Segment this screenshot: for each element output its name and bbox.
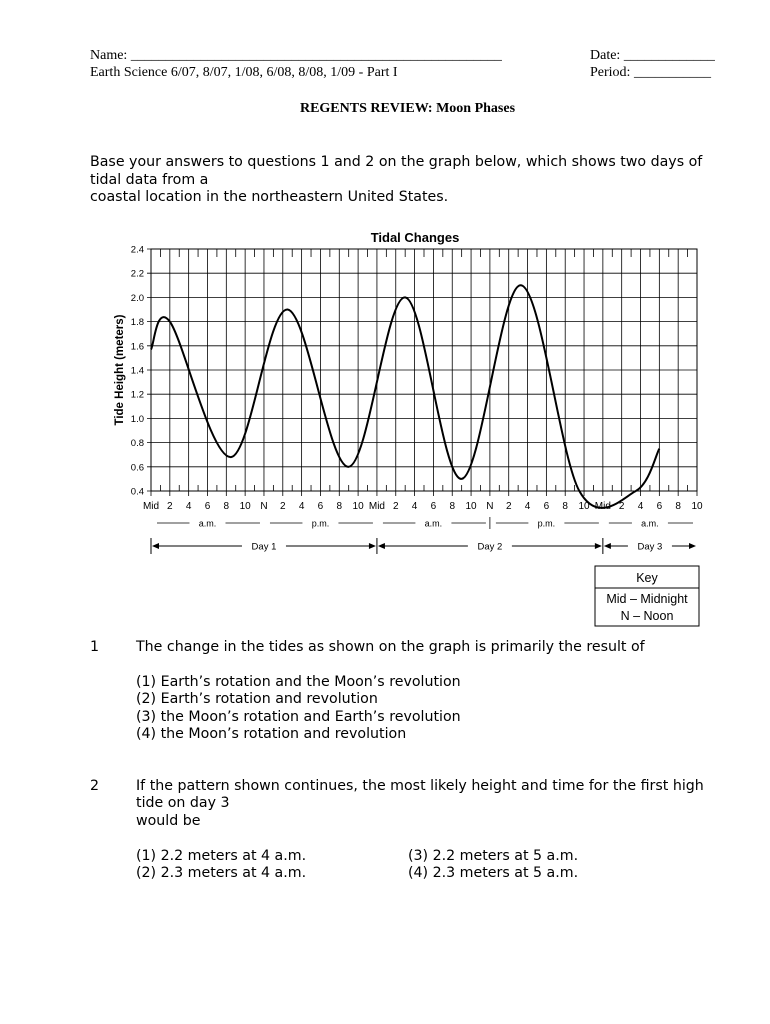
intro-line-1: Base your answers to questions 1 and 2 on the graph below, which shows two days of [90,154,703,170]
x-tick-label: 2 [280,501,286,512]
x-tick-label: N [486,501,494,512]
question-2-choice-3: (3) 2.2 meters at 5 a.m. [408,848,579,864]
x-tick-label: 2 [505,501,512,512]
y-tick-label: 1.2 [130,389,144,401]
period-label: a.m. [424,518,443,529]
x-tick-label: 4 [637,501,644,512]
period-label: a.m. [641,518,659,529]
x-tick-label: 6 [430,501,437,512]
x-tick-label: Mid [368,501,385,512]
question-1-choice-1: (1) Earth’s rotation and the Moon’s revolution [136,674,461,690]
key-item-noon: N – Noon [620,609,674,623]
y-axis-label: Tide Height (meters) [114,314,126,426]
day-arrowhead-left [152,543,159,549]
x-tick-label: 10 [691,501,703,512]
day-annotations [151,538,696,554]
x-tick-label: 8 [562,501,568,512]
x-tick-label: 8 [675,501,681,512]
period-annotations [157,517,693,529]
chart-grid [147,249,697,496]
x-tick-label: 8 [223,501,230,512]
y-tick-label: 0.6 [130,462,144,474]
y-tick-label: 0.8 [130,438,144,450]
intro-line-2: tidal data from a [90,172,209,188]
question-2-number: 2 [90,778,100,794]
day-arrowhead-left [604,543,611,549]
chart-key [595,566,699,626]
x-tick-label: 10 [578,501,590,512]
question-1-choice-3: (3) the Moon’s rotation and Earth’s revolution [136,709,461,725]
y-tick-label: 1.8 [130,317,144,329]
question-2-choice-2: (2) 2.3 meters at 4 a.m. [136,865,307,881]
day-arrowhead-left [378,543,385,549]
day-label: Day 2 [477,541,503,553]
day-arrowhead-right [595,543,602,549]
x-tick-label: 2 [618,501,625,512]
question-2-choice-1: (1) 2.2 meters at 4 a.m. [136,848,307,864]
day-label: Day 3 [637,541,663,553]
question-2-choice-4: (4) 2.3 meters at 5 a.m. [408,865,579,881]
period-label: p.m. [537,518,556,529]
question-2-stem-line-2: tide on day 3 [136,795,230,811]
x-tick-label: 6 [317,501,324,512]
question-1-choice-2: (2) Earth’s rotation and revolution [136,691,378,707]
question-1-choice-4: (4) the Moon’s rotation and revolution [136,726,407,742]
day-label: Day 1 [251,541,277,553]
chart-axis-ticks [131,245,703,513]
x-tick-label: Mid [142,501,160,512]
name-field: Name: _____________________________________________________ [90,48,502,63]
question-2-stem-line-3: would be [136,813,201,829]
y-tick-label: 1.6 [130,341,144,353]
period-field: Period: ___________ [590,65,711,80]
x-tick-label: 10 [239,501,251,512]
x-tick-label: N [260,501,268,512]
x-tick-label: 8 [336,501,343,512]
chart-title: Tidal Changes [370,230,460,245]
x-tick-label: 10 [352,501,364,512]
key-item-midnight: Mid – Midnight [606,592,688,606]
y-tick-label: 2.4 [130,244,144,256]
y-tick-label: 2.0 [130,292,144,304]
question-1-number: 1 [90,639,100,655]
y-tick-label: 1.4 [130,365,144,377]
x-tick-label: 2 [392,501,399,512]
intro-line-3: coastal location in the northeastern United States. [90,189,449,205]
period-label: p.m. [311,518,330,529]
question-2-stem-line-1: If the pattern shown continues, the most likely height and time for the first high [136,778,704,794]
y-tick-label: 0.4 [130,486,144,498]
x-tick-label: 4 [411,501,418,512]
x-tick-label: 8 [449,501,456,512]
x-tick-label: 6 [204,501,211,512]
x-tick-label: 4 [298,501,305,512]
x-tick-label: Mid [594,501,611,512]
question-1-stem: The change in the tides as shown on the graph is primarily the result of [136,639,645,655]
x-tick-label: 6 [543,501,550,512]
y-tick-label: 2.2 [130,268,144,280]
x-tick-label: 4 [185,501,192,512]
y-tick-label: 1.0 [130,413,144,425]
date-field: Date: _____________ [590,48,715,63]
tide-series-line [151,285,659,508]
x-tick-label: 10 [465,501,477,512]
period-label: a.m. [198,518,217,529]
x-tick-label: 4 [524,501,531,512]
page-title: REGENTS REVIEW: Moon Phases [299,101,516,116]
x-tick-label: 6 [656,501,663,512]
course-info: Earth Science 6/07, 8/07, 1/08, 6/08, 8/08, 1/09 - Part I [90,65,398,80]
day-arrowhead-right [689,543,696,549]
day-arrowhead-right [369,543,376,549]
x-tick-label: 2 [167,501,173,512]
key-title: Key [636,571,658,585]
